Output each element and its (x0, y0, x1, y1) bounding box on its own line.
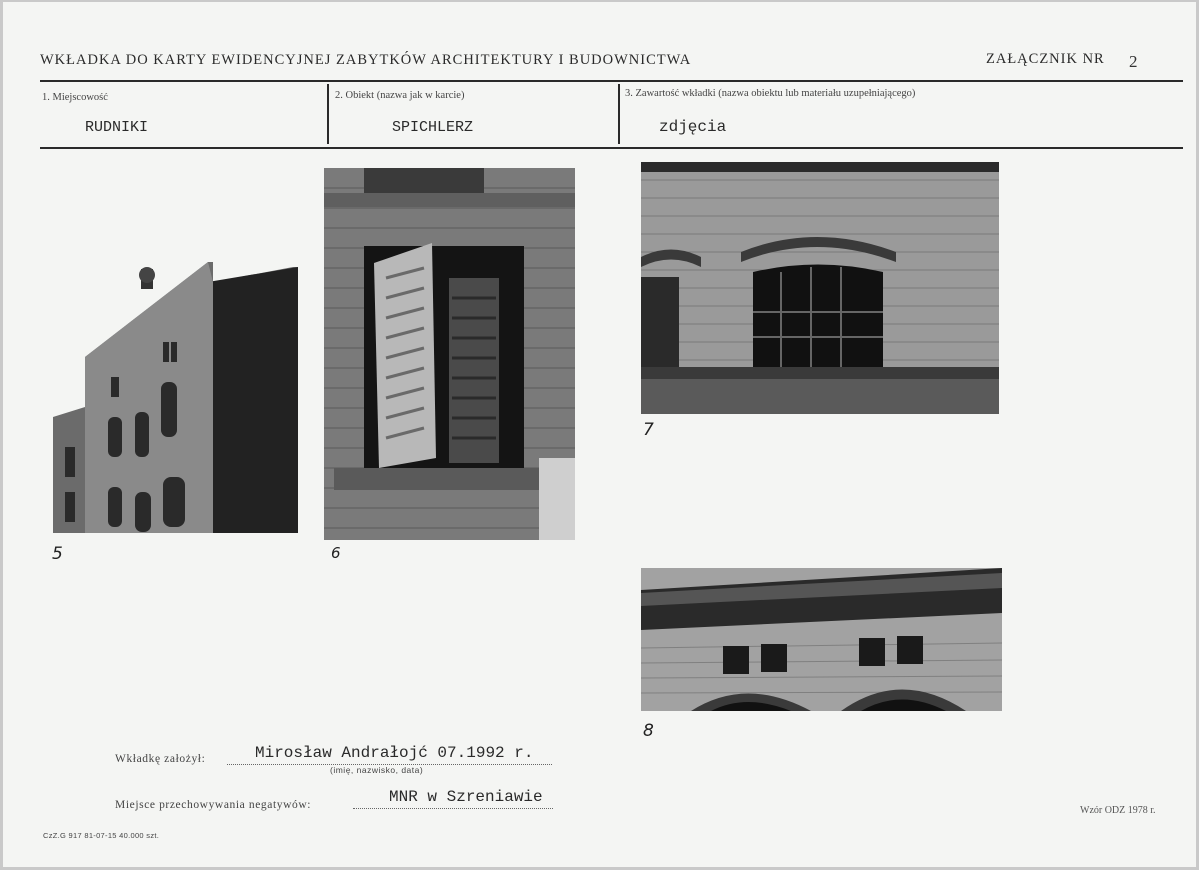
photo-5 (53, 257, 298, 533)
attachment-label: ZAŁĄCZNIK NR (986, 51, 1105, 67)
print-info: CzZ.G 917 81-07-15 40.000 szt. (43, 831, 160, 840)
header-rule-bottom (40, 147, 1183, 149)
document-title: WKŁADKA DO KARTY EWIDENCYJNEJ ZABYTKÓW ARCHITEKTURY I BUDOWNICTWA (40, 52, 692, 68)
locality-value: RUDNIKI (85, 119, 149, 136)
photo-6 (324, 168, 575, 540)
photo-5-number: 5 (52, 544, 63, 564)
negatives-label: Miejsce przechowywania negatywów: (115, 799, 312, 811)
header-rule-top (40, 80, 1183, 82)
photo-6-number: 6 (331, 544, 341, 562)
negatives-value: MNR w Szreniawie (389, 788, 543, 806)
content-value: zdjęcia (659, 118, 727, 136)
author-label: Wkładkę założył: (115, 753, 206, 765)
content-label: 3. Zawartość wkładki (nazwa obiektu lub materiału uzupełniającego) (625, 88, 916, 99)
locality-label: 1. Miejscowość (42, 92, 108, 103)
photo-7-number: 7 (643, 420, 654, 440)
record-sheet (3, 2, 1196, 867)
photo-7 (641, 162, 999, 414)
field-divider-1 (327, 84, 329, 144)
negatives-dotline (353, 808, 553, 809)
author-hint: (imię, nazwisko, data) (330, 765, 424, 775)
form-model: Wzór ODZ 1978 r. (1080, 805, 1156, 816)
author-value: Mirosław Andrałojć 07.1992 r. (255, 744, 534, 762)
photo-8-number: 8 (643, 721, 654, 741)
object-value: SPICHLERZ (392, 119, 474, 136)
field-divider-2 (618, 84, 620, 144)
object-label: 2. Obiekt (nazwa jak w karcie) (335, 90, 465, 101)
attachment-number: 2 (1129, 52, 1138, 71)
photo-8 (641, 568, 1002, 711)
